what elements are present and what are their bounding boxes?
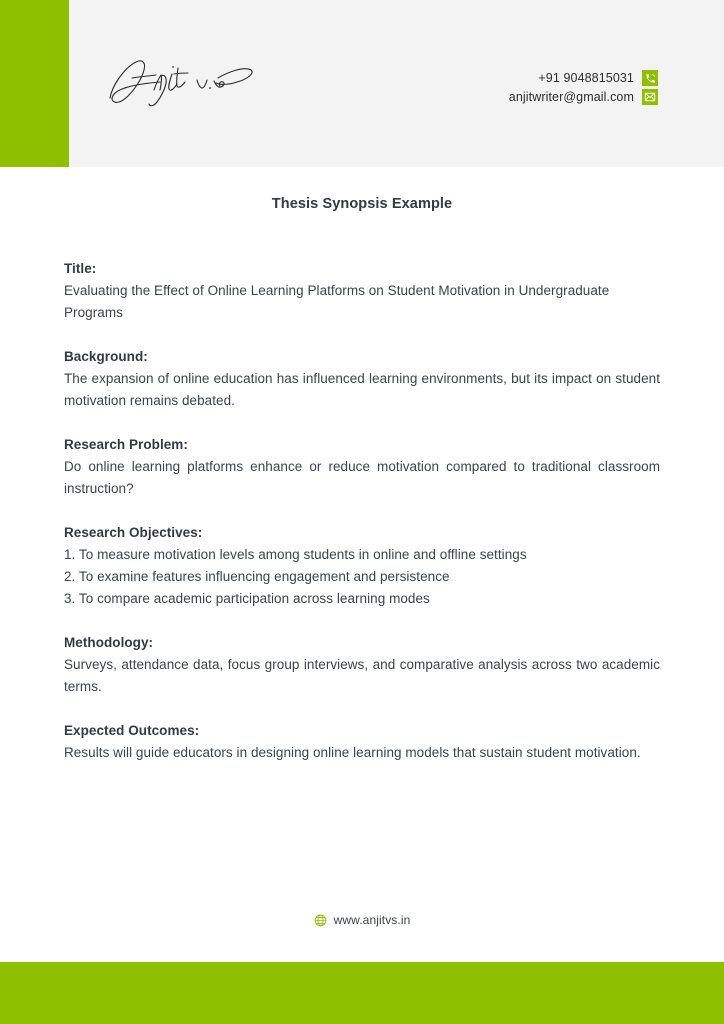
section-body: Do online learning platforms enhance or reduce motivation compared to traditional classroom instruction? xyxy=(64,459,660,496)
phone-icon xyxy=(642,70,658,86)
page-header xyxy=(0,0,724,167)
section-title xyxy=(64,258,660,324)
objective-item-3: 3. To compare academic participation across learning modes xyxy=(64,591,430,606)
objective-item-1: 1. To measure motivation levels among students in online and offline settings xyxy=(64,547,527,562)
section-body: Results will guide educators in designing online learning models that sustain student motivation. xyxy=(64,745,641,760)
footer-accent-bar xyxy=(0,962,724,1024)
header-accent-block xyxy=(0,0,69,167)
contact-details xyxy=(509,70,658,105)
section-heading: Research Objectives: xyxy=(64,525,203,540)
section-body: The expansion of online education has influenced learning environments, but its impact on student motivation remains debated. xyxy=(64,371,660,408)
section-research-objectives xyxy=(64,522,660,610)
brand-signature-logo xyxy=(104,52,254,114)
section-methodology xyxy=(64,632,660,698)
contact-email-row[interactable] xyxy=(509,89,658,105)
section-heading: Expected Outcomes: xyxy=(64,723,200,738)
email-address: anjitwriter@gmail.com xyxy=(508,90,634,104)
section-body: Evaluating the Effect of Online Learning Platforms on Student Motivation in Undergraduate Programs xyxy=(64,283,610,320)
envelope-icon xyxy=(642,89,658,105)
website-url: www.anjitvs.in xyxy=(333,913,411,927)
section-body: Surveys, attendance data, focus group interviews, and comparative analysis across two academic terms. xyxy=(64,657,660,694)
section-heading: Background: xyxy=(64,349,148,364)
section-heading: Methodology: xyxy=(64,635,154,650)
section-heading: Research Problem: xyxy=(64,437,188,452)
section-expected-outcomes xyxy=(64,720,660,764)
footer-website[interactable] xyxy=(0,913,724,927)
section-background xyxy=(64,346,660,412)
phone-number: +91 9048815031 xyxy=(538,71,634,85)
section-research-problem xyxy=(64,434,660,500)
document-content xyxy=(64,258,660,764)
page-title: Thesis Synopsis Example xyxy=(271,196,453,212)
contact-phone-row[interactable] xyxy=(538,70,658,86)
objective-item-2: 2. To examine features influencing engagement and persistence xyxy=(64,569,450,584)
globe-icon xyxy=(314,914,327,927)
section-heading: Title: xyxy=(64,261,97,276)
